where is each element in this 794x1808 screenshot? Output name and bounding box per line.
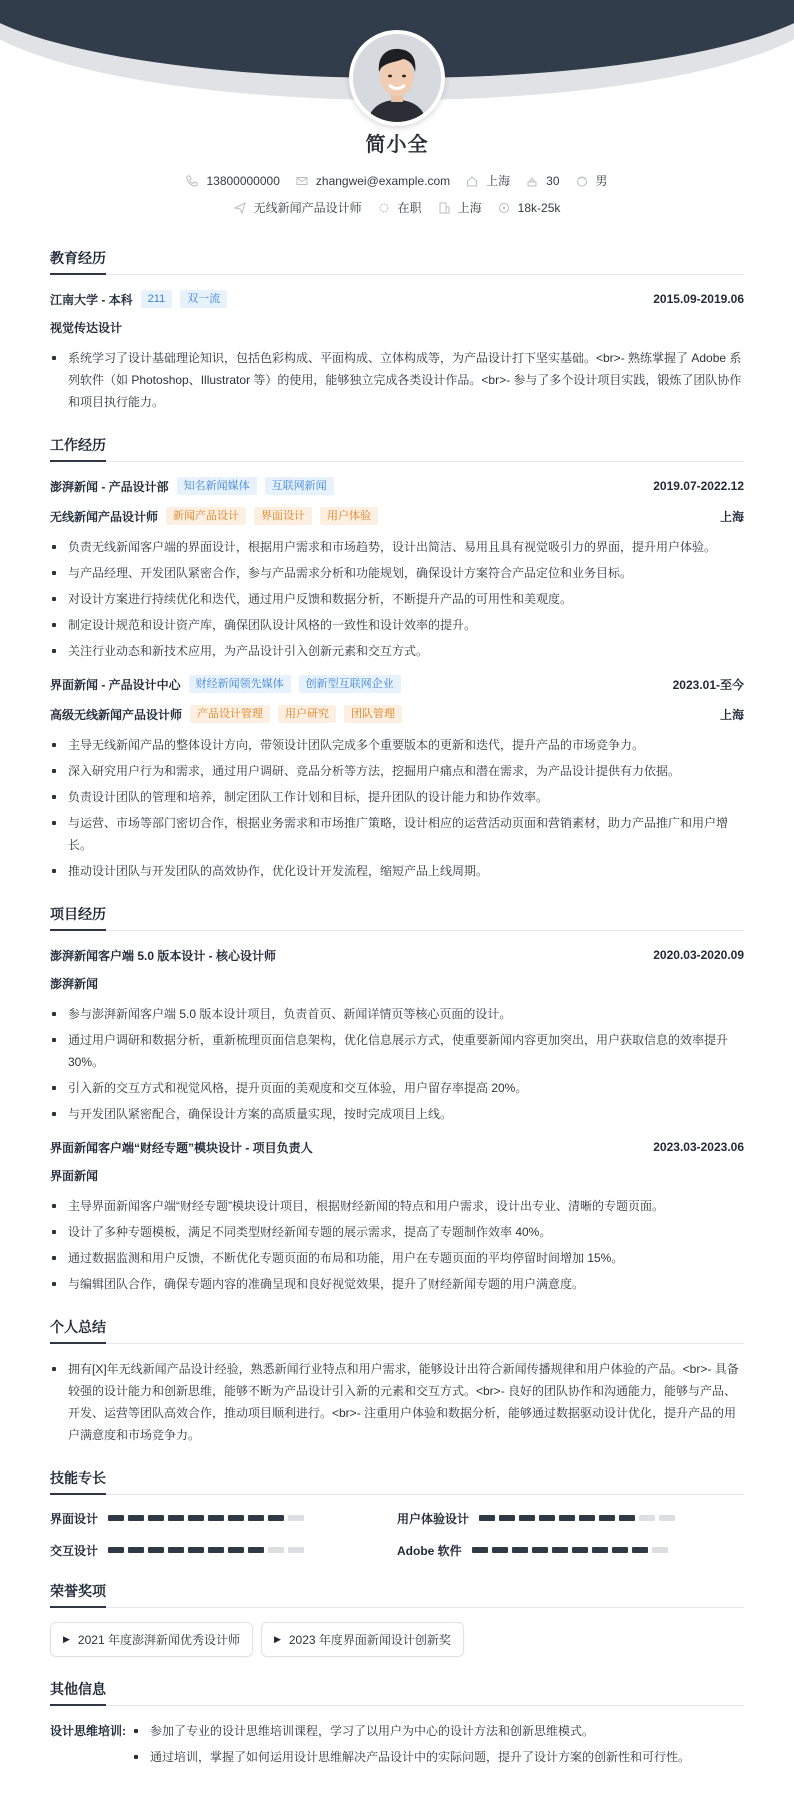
education-bullets (50, 347, 744, 413)
project-org: 澎湃新闻 (50, 977, 99, 991)
role-title: 无线新闻产品设计师 (50, 509, 159, 524)
skill-level-bar (472, 1547, 672, 1553)
target-city: 上海 (457, 201, 482, 215)
school-tag: 211 (141, 290, 173, 308)
school-tag: 双一流 (180, 290, 227, 308)
mail-icon (296, 175, 308, 187)
phone-icon (186, 175, 198, 187)
role-tag: 团队管理 (344, 705, 402, 723)
list-item: 推动设计团队与开发团队的高效协作，优化设计开发流程，缩短产品上线周期。 (50, 860, 744, 882)
list-item: 设计了多种专题模板，满足不同类型财经新闻专题的展示需求，提高了专题制作效率 40%。 (50, 1221, 744, 1243)
role-title: 高级无线新闻产品设计师 (50, 707, 183, 722)
age: 30 (546, 173, 560, 188)
section-title: 荣誉奖项 (50, 1581, 744, 1608)
job-info-row (0, 199, 794, 216)
awards-section (50, 1581, 744, 1657)
skills-grid (50, 1509, 744, 1559)
building-icon (438, 202, 450, 214)
skill-segment-filled (228, 1547, 244, 1553)
summary-bullets (50, 1358, 744, 1446)
list-item: 参与澎湃新闻客户端 5.0 版本设计项目，负责首页、新闻详情页等核心页面的设计。 (50, 1003, 744, 1025)
company-name: 界面新闻 - 产品设计中心 (50, 677, 181, 692)
candidate-name: 简小全 (365, 134, 429, 156)
list-item: 参加了专业的设计思维培训课程，学习了以用户为中心的设计方法和创新思维模式。 (132, 1720, 690, 1742)
role-tag: 新闻产品设计 (166, 507, 246, 525)
award-card (261, 1622, 464, 1657)
gender-item (576, 172, 608, 189)
skill-label: 交互设计 (50, 1543, 99, 1558)
skill-segment-empty (652, 1547, 668, 1553)
skill-label: 用户体验设计 (397, 1511, 470, 1526)
summary-section (50, 1317, 744, 1446)
skill-segment-filled (592, 1547, 608, 1553)
skill-segment-filled (492, 1547, 508, 1553)
project-header-row (50, 1137, 744, 1157)
section-title: 技能专长 (50, 1468, 744, 1495)
skill-segment-empty (288, 1515, 304, 1521)
skill-segment-filled (552, 1547, 568, 1553)
project-item (50, 945, 744, 1125)
company-row (50, 674, 744, 694)
work-item (50, 476, 744, 662)
skill-label: 界面设计 (50, 1511, 99, 1526)
job-status-item (378, 199, 422, 216)
skill-segment-filled (188, 1515, 204, 1521)
salary-item (498, 201, 561, 215)
section-title: 工作经历 (50, 435, 744, 462)
skill-item (397, 1509, 744, 1527)
skill-segment-filled (559, 1515, 575, 1521)
skill-segment-filled (168, 1515, 184, 1521)
skill-segment-filled (499, 1515, 515, 1521)
skill-segment-filled (148, 1547, 164, 1553)
skill-segment-empty (288, 1547, 304, 1553)
company-tag: 知名新闻媒体 (177, 477, 257, 495)
gender: 男 (595, 174, 608, 188)
work-date: 2019.07-2022.12 (653, 479, 744, 493)
work-location: 上海 (719, 509, 744, 524)
skills-section (50, 1468, 744, 1559)
skill-segment-filled (228, 1515, 244, 1521)
list-item: 与编辑团队合作，确保专题内容的准确呈现和良好视觉效果，提升了财经新闻专题的用户满意度。 (50, 1273, 744, 1295)
resume-content (50, 248, 744, 1794)
avatar (349, 30, 445, 126)
list-item: 通过用户调研和数据分析，重新梳理页面信息架构，优化信息展示方式，使重要新闻内容更加突出，用户获取信息的效率提升 30%。 (50, 1029, 744, 1073)
phone-number: 13800000000 (206, 173, 280, 188)
skill-segment-filled (619, 1515, 635, 1521)
avatar-photo (353, 34, 441, 122)
company-row (50, 476, 744, 496)
list-item: 与开发团队紧密配合，确保设计方案的高质量实现，按时完成项目上线。 (50, 1103, 744, 1125)
list-item: 与运营、市场等部门密切合作，根据业务需求和市场推广策略，设计相应的运营活动页面和营销素材，助力产品推广和用户增长。 (50, 812, 744, 856)
skill-segment-filled (248, 1547, 264, 1553)
list-item: 主导无线新闻产品的整体设计方向，带领设计团队完成多个重要版本的更新和迭代，提升产品的市场竞争力。 (50, 734, 744, 756)
education-section (50, 248, 744, 413)
major: 视觉传达设计 (50, 321, 123, 335)
work-section (50, 435, 744, 882)
company-tag: 财经新闻领先媒体 (189, 675, 291, 693)
skill-segment-filled (188, 1547, 204, 1553)
role-row (50, 704, 744, 724)
awards-list (50, 1622, 744, 1657)
job-status: 在职 (397, 201, 422, 215)
list-item: 与产品经理、开发团队紧密合作，参与产品需求分析和功能规划，确保设计方案符合产品定位和业务目标。 (50, 562, 744, 584)
target-position-item (234, 199, 362, 216)
role-tag: 产品设计管理 (190, 705, 270, 723)
list-item: 通过数据监测和用户反馈，不断优化专题页面的布局和功能，用户在专题页面的平均停留时间增加 15%。 (50, 1247, 744, 1269)
list-item: 负责无线新闻客户端的界面设计，根据用户需求和市场趋势，设计出简洁、易用且具有视觉吸引力的界面，提升用户体验。 (50, 536, 744, 558)
target-city-item (438, 199, 482, 216)
role-tag: 用户体验 (320, 507, 378, 525)
skill-level-bar (108, 1515, 308, 1521)
list-item: 负责设计团队的管理和培养，制定团队工作计划和目标，提升团队的设计能力和协作效率。 (50, 786, 744, 808)
salary-icon (498, 202, 510, 214)
award-label: 2021 年度澎湃新闻优秀设计师 (77, 1633, 240, 1647)
section-title: 项目经历 (50, 904, 744, 931)
company-tag: 创新型互联网企业 (299, 675, 401, 693)
person-portrait-icon (353, 34, 441, 122)
skill-segment-filled (208, 1547, 224, 1553)
company-tag: 互联网新闻 (265, 477, 334, 495)
phone-item (186, 174, 279, 188)
other-bullets (132, 1720, 690, 1772)
education-date: 2015.09-2019.06 (653, 292, 744, 306)
role-row (50, 506, 744, 526)
skill-level-bar (479, 1515, 679, 1521)
skill-segment-filled (248, 1515, 264, 1521)
expected-salary: 18k-25k (517, 200, 561, 215)
skill-item (50, 1541, 397, 1559)
skill-segment-filled (268, 1515, 284, 1521)
skill-segment-filled (579, 1515, 595, 1521)
work-bullets (50, 734, 744, 882)
city: 上海 (486, 174, 511, 188)
role-tag: 界面设计 (254, 507, 312, 525)
section-title: 个人总结 (50, 1317, 744, 1344)
project-name: 澎湃新闻客户端 5.0 版本设计 - 核心设计师 (50, 948, 277, 963)
projects-section (50, 904, 744, 1295)
project-header-row (50, 945, 744, 965)
company-name: 澎湃新闻 - 产品设计部 (50, 479, 169, 494)
award-card (50, 1622, 253, 1657)
skill-segment-filled (108, 1547, 124, 1553)
list-item: 通过培训，掌握了如何运用设计思维解决产品设计中的实际问题，提升了设计方案的创新性和可行性。 (132, 1746, 690, 1768)
skill-level-bar (108, 1547, 308, 1553)
skill-segment-filled (128, 1515, 144, 1521)
role-tag: 用户研究 (278, 705, 336, 723)
skill-segment-filled (599, 1515, 615, 1521)
age-icon (526, 175, 538, 187)
project-name: 界面新闻客户端“财经专题”模块设计 - 项目负责人 (50, 1140, 313, 1155)
project-item (50, 1137, 744, 1295)
other-item (50, 1720, 744, 1772)
list-item: 制定设计规范和设计资产库，确保团队设计风格的一致性和设计效率的提升。 (50, 614, 744, 636)
other-section (50, 1679, 744, 1772)
project-date: 2020.03-2020.09 (653, 948, 744, 962)
school-name: 江南大学 - 本科 (50, 292, 133, 307)
project-org: 界面新闻 (50, 1169, 99, 1183)
education-header-row (50, 289, 744, 309)
skill-label: Adobe 软件 (397, 1543, 462, 1558)
skill-segment-filled (472, 1547, 488, 1553)
triangle-right-icon: ▶ (63, 1634, 70, 1644)
skill-segment-empty (268, 1547, 284, 1553)
work-bullets (50, 536, 744, 662)
work-item (50, 674, 744, 882)
age-item (526, 174, 559, 188)
section-title: 其他信息 (50, 1679, 744, 1706)
target-position: 无线新闻产品设计师 (253, 201, 362, 215)
skill-segment-filled (532, 1547, 548, 1553)
list-item: 深入研究用户行为和需求，通过用户调研、竞品分析等方法，挖掘用户痛点和潜在需求，为产品设计提供有力依据。 (50, 760, 744, 782)
list-item: 拥有[X]年无线新闻产品设计经验，熟悉新闻行业特点和用户需求，能够设计出符合新闻传播规律和用户体验的产品。<br>- 具备较强的设计能力和创新思维，能够不断为产品设计引入新的元素和交互方式。<br>- 良好的团队协作和沟通能力，能够与产品、开发、运营等团队高效合作，推动项目顺利进行。<br>- 注重用户体验和数据分析，能够通过数据驱动设计优化，提升产品的用户满意度和市场竞争力。 (50, 1358, 744, 1446)
skill-segment-filled (519, 1515, 535, 1521)
skill-segment-filled (512, 1547, 528, 1553)
skill-segment-filled (479, 1515, 495, 1521)
list-item: 主导界面新闻客户端“财经专题”模块设计项目，根据财经新闻的特点和用户需求，设计出专业、清晰的专题页面。 (50, 1195, 744, 1217)
project-bullets (50, 1003, 744, 1125)
skill-item (50, 1509, 397, 1527)
award-label: 2023 年度界面新闻设计创新奖 (288, 1633, 451, 1647)
skill-item (397, 1541, 744, 1559)
list-item: 对设计方案进行持续优化和迭代，通过用户反馈和数据分析，不断提升产品的可用性和美观度。 (50, 588, 744, 610)
email-address: zhangwei@example.com (315, 173, 451, 188)
work-location: 上海 (719, 707, 744, 722)
contact-info-row (0, 172, 794, 189)
other-label: 设计思维培训: (50, 1724, 126, 1738)
list-item: 系统学习了设计基础理论知识，包括色彩构成、平面构成、立体构成等，为产品设计打下坚实基础。<br>- 熟练掌握了 Adobe 系列软件（如 Photoshop、Illustrator 等）的使用，能够独立完成各类设计作品。<br>- 参与了多个设计项目实践，锻炼了团队协作和项目执行能力。 (50, 347, 744, 413)
work-date: 2023.01-至今 (672, 677, 744, 692)
city-item (466, 172, 510, 189)
list-item: 引入新的交互方式和视觉风格，提升页面的美观度和交互体验，用户留存率提高 20%。 (50, 1077, 744, 1099)
triangle-right-icon: ▶ (273, 1634, 281, 1644)
skill-segment-filled (168, 1547, 184, 1553)
skill-segment-empty (659, 1515, 675, 1521)
home-icon (466, 175, 478, 187)
skill-segment-filled (539, 1515, 555, 1521)
list-item: 关注行业动态和新技术应用，为产品设计引入创新元素和交互方式。 (50, 640, 744, 662)
skill-segment-filled (632, 1547, 648, 1553)
skill-segment-filled (208, 1515, 224, 1521)
section-title: 教育经历 (50, 248, 744, 275)
gender-icon (576, 175, 588, 187)
skill-segment-filled (128, 1547, 144, 1553)
project-date: 2023.03-2023.06 (653, 1140, 744, 1154)
email-item (296, 174, 450, 188)
skill-segment-empty (639, 1515, 655, 1521)
skill-segment-filled (108, 1515, 124, 1521)
status-icon (378, 202, 390, 214)
send-icon (234, 202, 246, 214)
project-bullets (50, 1195, 744, 1295)
skill-segment-filled (148, 1515, 164, 1521)
skill-segment-filled (572, 1547, 588, 1553)
skill-segment-filled (612, 1547, 628, 1553)
